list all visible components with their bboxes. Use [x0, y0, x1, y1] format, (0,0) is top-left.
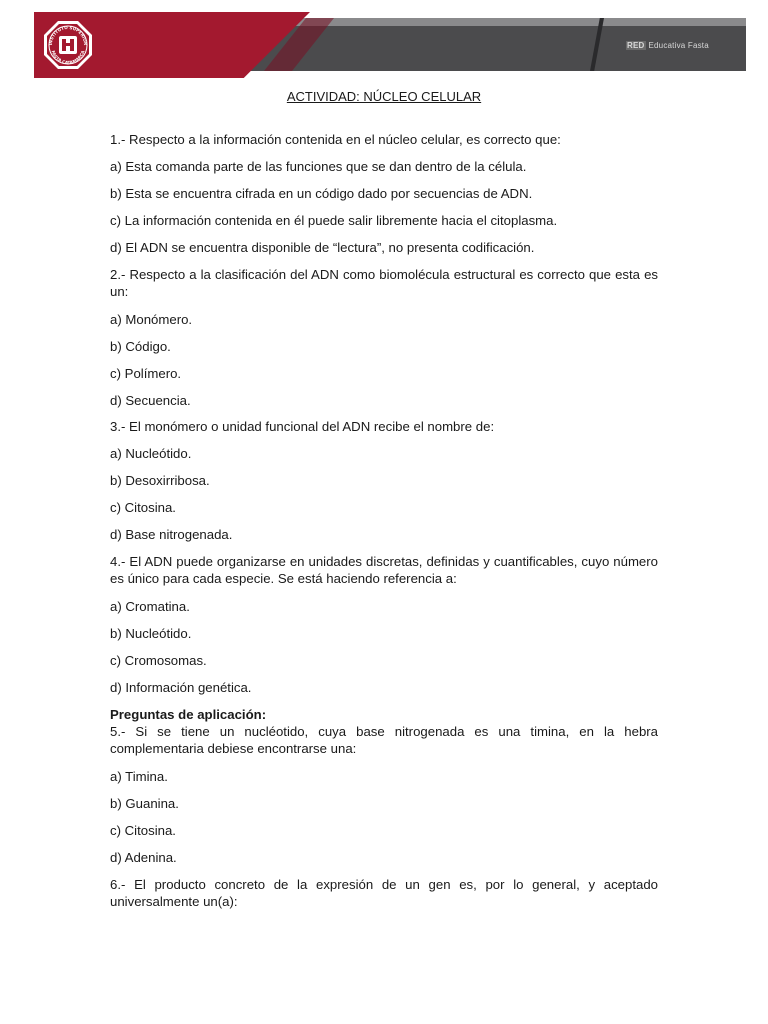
question-2-option-d: d) Secuencia. [110, 393, 191, 408]
question-1: 1.- Respecto a la información contenida en el núcleo celular, es correcto que: [110, 132, 561, 147]
question-1-option-b: b) Esta se encuentra cifrada en un código dado por secuencias de ADN. [110, 186, 533, 201]
question-3-option-c: c) Citosina. [110, 500, 176, 515]
question-4: 4.- El ADN puede organizarse en unidades discretas, definidas y cuantificables, cuyo número es único para cada especie. Se está haciendo referencia a: [110, 554, 658, 586]
brand-label [626, 41, 709, 50]
question-3-option-a: a) Nucleótido. [110, 446, 192, 461]
question-5-option-d: d) Adenina. [110, 850, 177, 865]
brand-name: Educativa Fasta [648, 41, 709, 50]
question-3-option-d: d) Base nitrogenada. [110, 527, 233, 542]
question-2: 2.- Respecto a la clasificación del ADN como biomolécula estructural es correcto que esta es un: [110, 267, 658, 299]
question-2-option-b: b) Código. [110, 339, 171, 354]
question-5: 5.- Si se tiene un nucléotido, cuya base nitrogenada es una timina, en la hebra complementaria debiese encontrarse una: [110, 724, 658, 756]
brand-prefix: RED [627, 41, 645, 50]
question-3: 3.- El monómero o unidad funcional del ADN recibe el nombre de: [110, 419, 495, 434]
question-2-option-c: c) Polímero. [110, 366, 182, 381]
document-title: ACTIVIDAD: NÚCLEO CELULAR [286, 89, 482, 104]
svg-text:INSTITUTO SUPERIOR: INSTITUTO SUPERIOR [47, 24, 89, 46]
svg-text:FASTA CATAMARCA: FASTA CATAMARCA [50, 49, 86, 66]
question-1-option-c: c) La información contenida en él puede salir libremente hacia el citoplasma. [110, 213, 558, 228]
question-3-option-b: b) Desoxirribosa. [110, 473, 210, 488]
question-5-option-c: c) Citosina. [110, 823, 176, 838]
question-4-option-d: d) Información genética. [110, 680, 252, 695]
question-4-option-a: a) Cromatina. [110, 599, 190, 614]
question-6: 6.- El producto concreto de la expresión de un gen es, por lo general, y aceptado universalmente un(a): [110, 877, 658, 909]
question-4-option-b: b) Nucleótido. [110, 626, 192, 641]
question-5-option-b: b) Guanina. [110, 796, 179, 811]
question-2-option-a: a) Monómero. [110, 312, 193, 327]
question-1-option-a: a) Esta comanda parte de las funciones que se dan dentro de la célula. [110, 159, 527, 174]
institute-logo-icon [42, 19, 94, 71]
question-1-option-d: d) El ADN se encuentra disponible de “lectura”, no presenta codificación. [110, 240, 535, 255]
question-5-option-a: a) Timina. [110, 769, 168, 784]
section-heading: Preguntas de aplicación: [110, 707, 267, 722]
question-4-option-c: c) Cromosomas. [110, 653, 207, 668]
page-header [34, 12, 746, 78]
